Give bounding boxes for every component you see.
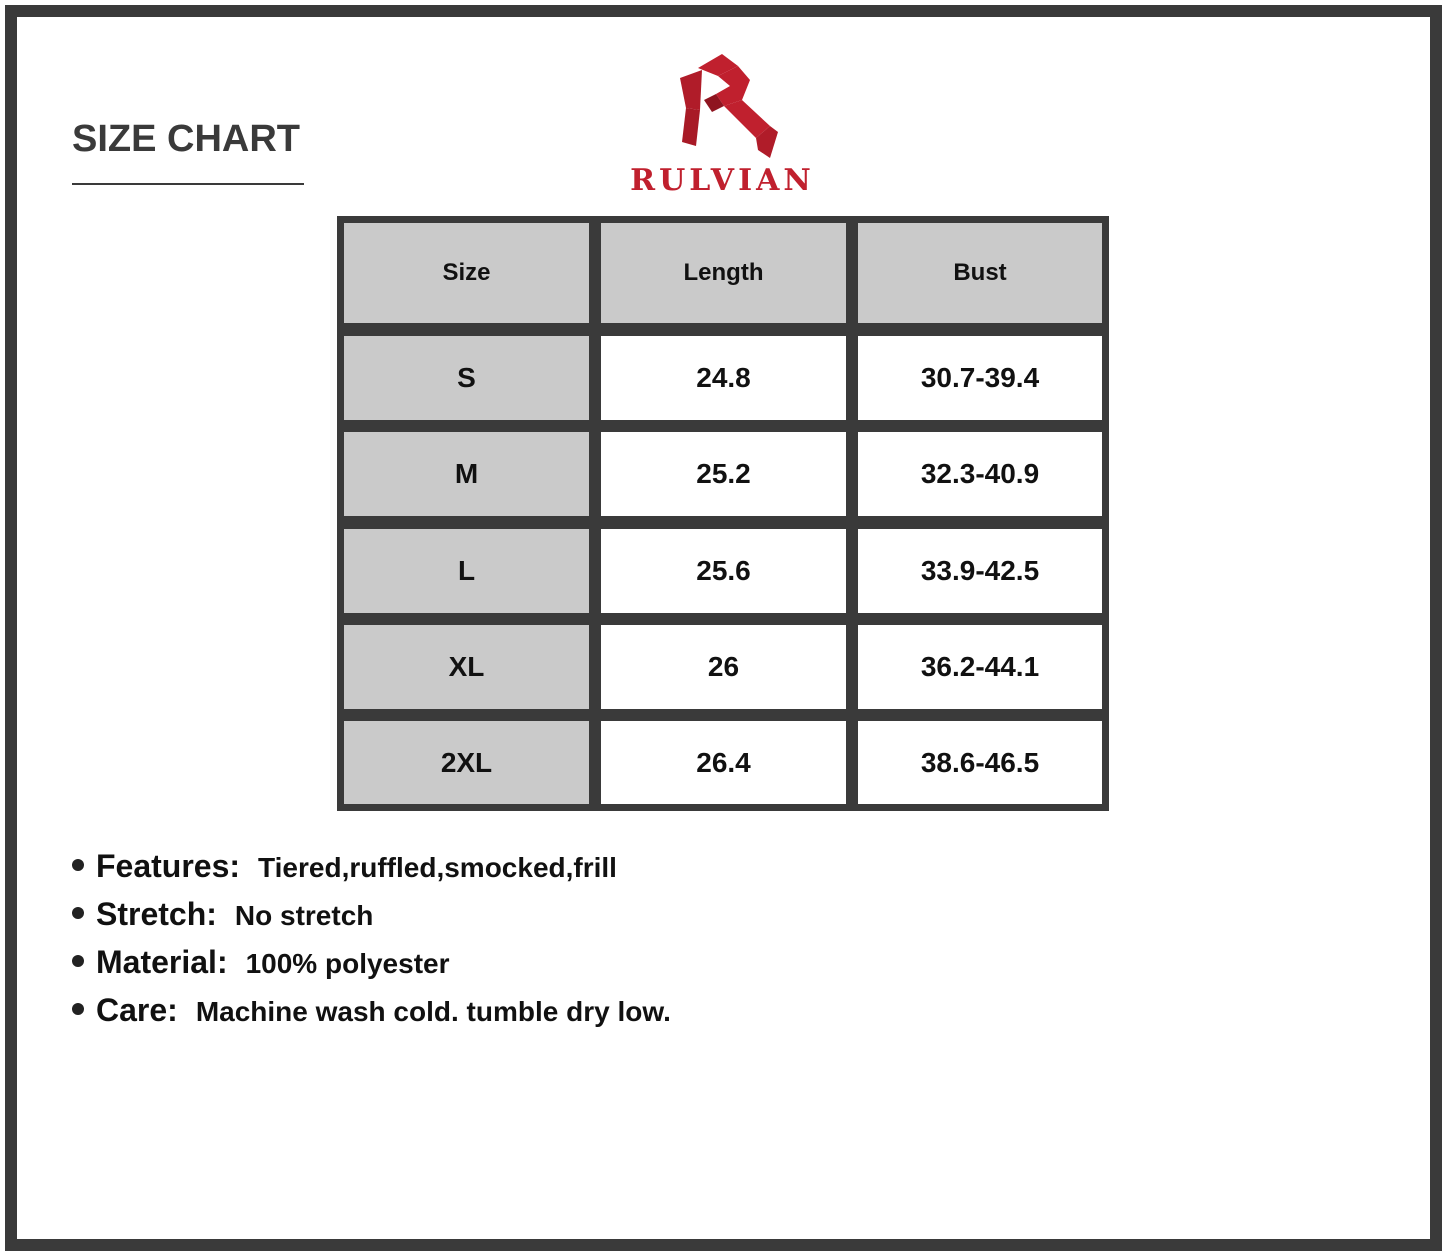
length-cell: 25.2	[601, 432, 846, 516]
feature-item-care	[72, 992, 671, 1029]
bust-cell: 36.2-44.1	[858, 625, 1102, 709]
feature-label: Features:	[96, 848, 241, 884]
page-title: SIZE CHART	[72, 118, 300, 160]
feature-label: Stretch:	[96, 896, 217, 932]
header-bust: Bust	[858, 223, 1102, 323]
bust-cell: 33.9-42.5	[858, 529, 1102, 613]
bust-cell: 30.7-39.4	[858, 336, 1102, 420]
feature-label: Material:	[96, 944, 228, 980]
size-table	[337, 216, 1109, 811]
size-cell: L	[344, 529, 589, 613]
length-cell: 26.4	[601, 721, 846, 804]
feature-label: Care:	[96, 992, 178, 1028]
bullet-icon	[72, 955, 84, 967]
feature-value: 100% polyester	[245, 948, 450, 979]
bullet-icon	[72, 907, 84, 919]
header-size: Size	[344, 223, 589, 323]
feature-item-material	[72, 944, 449, 981]
brand-logo-icon	[620, 50, 825, 165]
length-cell: 24.8	[601, 336, 846, 420]
bust-cell: 38.6-46.5	[858, 721, 1102, 804]
header-length: Length	[601, 223, 846, 323]
size-cell: 2XL	[344, 721, 589, 804]
feature-value: Tiered,ruffled,smocked,frill	[258, 852, 617, 883]
bullet-icon	[72, 859, 84, 871]
size-cell: XL	[344, 625, 589, 709]
feature-item-stretch	[72, 896, 373, 933]
feature-item-features	[72, 848, 617, 885]
size-cell: M	[344, 432, 589, 516]
title-underline	[72, 183, 304, 185]
bullet-icon	[72, 1003, 84, 1015]
feature-value: No stretch	[234, 900, 374, 931]
feature-value: Machine wash cold. tumble dry low.	[195, 996, 671, 1027]
length-cell: 26	[601, 625, 846, 709]
bust-cell: 32.3-40.9	[858, 432, 1102, 516]
size-cell: S	[344, 336, 589, 420]
length-cell: 25.6	[601, 529, 846, 613]
brand-name: RULVIAN	[630, 163, 815, 198]
